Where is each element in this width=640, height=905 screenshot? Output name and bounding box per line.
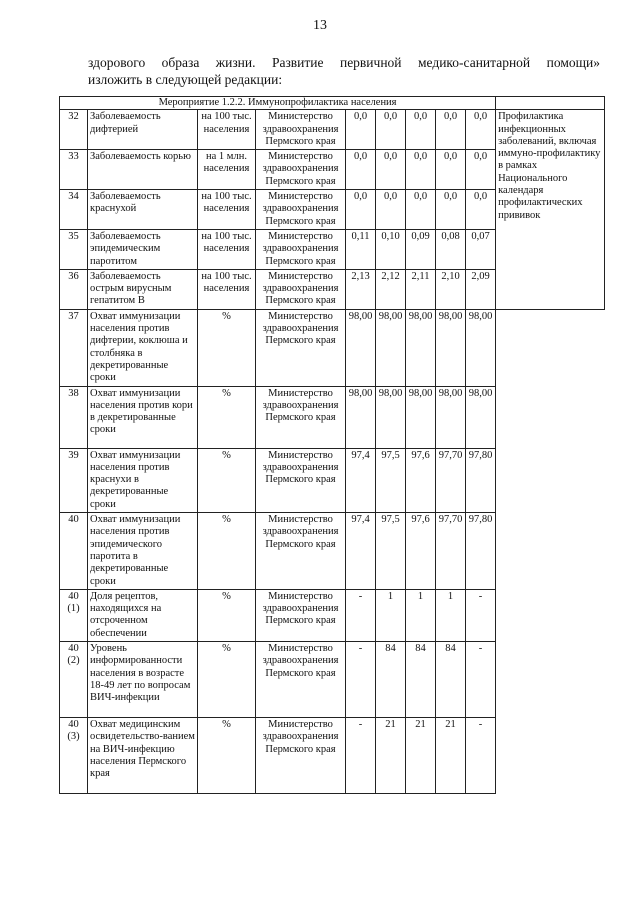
- row-number: 33: [60, 150, 88, 190]
- value-year-1: -: [346, 717, 376, 793]
- table-row: [60, 717, 605, 793]
- section-row: [60, 97, 605, 110]
- value-year-3: 98,00: [406, 309, 436, 386]
- responsible-cell: Министерство здравоохранения Пермского края: [256, 641, 346, 717]
- responsible-cell: Министерство здравоохранения Пермского края: [256, 513, 346, 590]
- value-year-5: 0,0: [466, 110, 496, 150]
- empty-cell: [496, 386, 605, 448]
- unit-cell: %: [198, 589, 256, 641]
- value-year-1: 98,00: [346, 309, 376, 386]
- value-year-2: 0,0: [376, 190, 406, 230]
- value-year-2: 0,0: [376, 150, 406, 190]
- value-year-5: 98,00: [466, 386, 496, 448]
- responsible-cell: Министерство здравоохранения Пермского края: [256, 717, 346, 793]
- empty-cell: [496, 309, 605, 386]
- value-year-1: 97,4: [346, 513, 376, 590]
- value-year-1: 98,00: [346, 386, 376, 448]
- value-year-2: 84: [376, 641, 406, 717]
- value-year-3: 2,11: [406, 269, 436, 309]
- empty-cell: [496, 717, 605, 793]
- indicator-name: Заболеваемость дифтерией: [88, 110, 198, 150]
- table-row: [60, 110, 605, 150]
- value-year-4: 97,70: [436, 448, 466, 512]
- value-year-4: 0,0: [436, 190, 466, 230]
- intro-line-1: здорового образа жизни. Развитие первичной медико-санитарной помощи»: [88, 55, 600, 70]
- value-year-3: 0,0: [406, 150, 436, 190]
- value-year-4: 98,00: [436, 386, 466, 448]
- indicator-name: Заболеваемость эпидемическим паротитом: [88, 229, 198, 269]
- value-year-1: 0,11: [346, 229, 376, 269]
- indicator-name: Заболеваемость корью: [88, 150, 198, 190]
- row-number: 40 (3): [60, 717, 88, 793]
- row-number: 39: [60, 448, 88, 512]
- value-year-1: 0,0: [346, 150, 376, 190]
- row-number: 38: [60, 386, 88, 448]
- unit-cell: на 1 млн. населения: [198, 150, 256, 190]
- indicator-name: Охват иммунизации населения против кори в декретированные сроки: [88, 386, 198, 448]
- value-year-5: -: [466, 641, 496, 717]
- unit-cell: %: [198, 717, 256, 793]
- intro-line-2: изложить в следующей редакции:: [88, 72, 283, 87]
- value-year-2: 98,00: [376, 309, 406, 386]
- row-number: 40: [60, 513, 88, 590]
- value-year-4: 98,00: [436, 309, 466, 386]
- value-year-3: 1: [406, 589, 436, 641]
- value-year-1: 2,13: [346, 269, 376, 309]
- value-year-3: 84: [406, 641, 436, 717]
- unit-cell: на 100 тыс. населения: [198, 190, 256, 230]
- row-number: 36: [60, 269, 88, 309]
- responsible-cell: Министерство здравоохранения Пермского края: [256, 150, 346, 190]
- indicator-name: Охват иммунизации населения против краснухи в декретированные сроки: [88, 448, 198, 512]
- indicators-table: [59, 96, 605, 794]
- value-year-5: -: [466, 717, 496, 793]
- table-row: [60, 386, 605, 448]
- indicator-name: Заболеваемость краснухой: [88, 190, 198, 230]
- value-year-5: 97,80: [466, 448, 496, 512]
- value-year-5: -: [466, 589, 496, 641]
- value-year-2: 2,12: [376, 269, 406, 309]
- unit-cell: %: [198, 641, 256, 717]
- empty-cell: [496, 641, 605, 717]
- responsible-cell: Министерство здравоохранения Пермского края: [256, 110, 346, 150]
- value-year-4: 84: [436, 641, 466, 717]
- responsible-cell: Министерство здравоохранения Пермского края: [256, 269, 346, 309]
- goal-header-cell: [496, 97, 605, 110]
- value-year-4: 0,08: [436, 229, 466, 269]
- row-number: 40 (2): [60, 641, 88, 717]
- value-year-3: 0,0: [406, 190, 436, 230]
- table-row: [60, 448, 605, 512]
- row-number: 35: [60, 229, 88, 269]
- value-year-4: 21: [436, 717, 466, 793]
- unit-cell: %: [198, 386, 256, 448]
- row-number: 32: [60, 110, 88, 150]
- empty-cell: [496, 589, 605, 641]
- value-year-5: 0,0: [466, 150, 496, 190]
- value-year-2: 1: [376, 589, 406, 641]
- value-year-5: 97,80: [466, 513, 496, 590]
- value-year-5: 0,0: [466, 190, 496, 230]
- value-year-2: 0,10: [376, 229, 406, 269]
- value-year-2: 98,00: [376, 386, 406, 448]
- table-row: [60, 589, 605, 641]
- value-year-5: 2,09: [466, 269, 496, 309]
- value-year-3: 21: [406, 717, 436, 793]
- table-row: [60, 513, 605, 590]
- value-year-4: 2,10: [436, 269, 466, 309]
- value-year-2: 21: [376, 717, 406, 793]
- value-year-4: 1: [436, 589, 466, 641]
- indicator-name: Охват медицинским освидетельство-ванием на ВИЧ-инфекцию населения Пермского края: [88, 717, 198, 793]
- value-year-4: 97,70: [436, 513, 466, 590]
- empty-cell: [496, 448, 605, 512]
- table-row: [60, 641, 605, 717]
- value-year-4: 0,0: [436, 110, 466, 150]
- value-year-1: 97,4: [346, 448, 376, 512]
- responsible-cell: Министерство здравоохранения Пермского края: [256, 448, 346, 512]
- value-year-4: 0,0: [436, 150, 466, 190]
- unit-cell: %: [198, 309, 256, 386]
- value-year-2: 97,5: [376, 513, 406, 590]
- table-row: [60, 309, 605, 386]
- value-year-5: 98,00: [466, 309, 496, 386]
- unit-cell: %: [198, 448, 256, 512]
- section-title: Мероприятие 1.2.2. Иммунопрофилактика населения: [60, 97, 496, 110]
- value-year-3: 97,6: [406, 513, 436, 590]
- indicator-name: Доля рецептов, находящихся на отсроченном обеспечении: [88, 589, 198, 641]
- value-year-5: 0,07: [466, 229, 496, 269]
- empty-cell: [496, 513, 605, 590]
- unit-cell: на 100 тыс. населения: [198, 110, 256, 150]
- indicator-name: Заболеваемость острым вирусным гепатитом В: [88, 269, 198, 309]
- unit-cell: на 100 тыс. населения: [198, 229, 256, 269]
- row-number: 40 (1): [60, 589, 88, 641]
- responsible-cell: Министерство здравоохранения Пермского края: [256, 386, 346, 448]
- indicator-name: Охват иммунизации населения против дифтерии, коклюша и столбняка в декретированные сроки: [88, 309, 198, 386]
- row-number: 37: [60, 309, 88, 386]
- responsible-cell: Министерство здравоохранения Пермского края: [256, 589, 346, 641]
- responsible-cell: Министерство здравоохранения Пермского края: [256, 309, 346, 386]
- goal-cell: Профилактика инфекционных заболеваний, включая иммуно-профилактику в рамках Национального календаря профилактических прививок: [496, 110, 605, 309]
- unit-cell: %: [198, 513, 256, 590]
- row-number: 34: [60, 190, 88, 230]
- value-year-3: 97,6: [406, 448, 436, 512]
- intro-paragraph: [88, 54, 600, 88]
- responsible-cell: Министерство здравоохранения Пермского края: [256, 190, 346, 230]
- unit-cell: на 100 тыс. населения: [198, 269, 256, 309]
- value-year-1: 0,0: [346, 110, 376, 150]
- value-year-1: -: [346, 641, 376, 717]
- value-year-3: 98,00: [406, 386, 436, 448]
- indicator-name: Охват иммунизации населения против эпидемического паротита в декретированные сроки: [88, 513, 198, 590]
- value-year-3: 0,09: [406, 229, 436, 269]
- page-number: 13: [313, 18, 327, 33]
- value-year-1: -: [346, 589, 376, 641]
- value-year-2: 0,0: [376, 110, 406, 150]
- value-year-2: 97,5: [376, 448, 406, 512]
- responsible-cell: Министерство здравоохранения Пермского края: [256, 229, 346, 269]
- indicator-name: Уровень информированности населения в возрасте 18-49 лет по вопросам ВИЧ-инфекции: [88, 641, 198, 717]
- value-year-1: 0,0: [346, 190, 376, 230]
- value-year-3: 0,0: [406, 110, 436, 150]
